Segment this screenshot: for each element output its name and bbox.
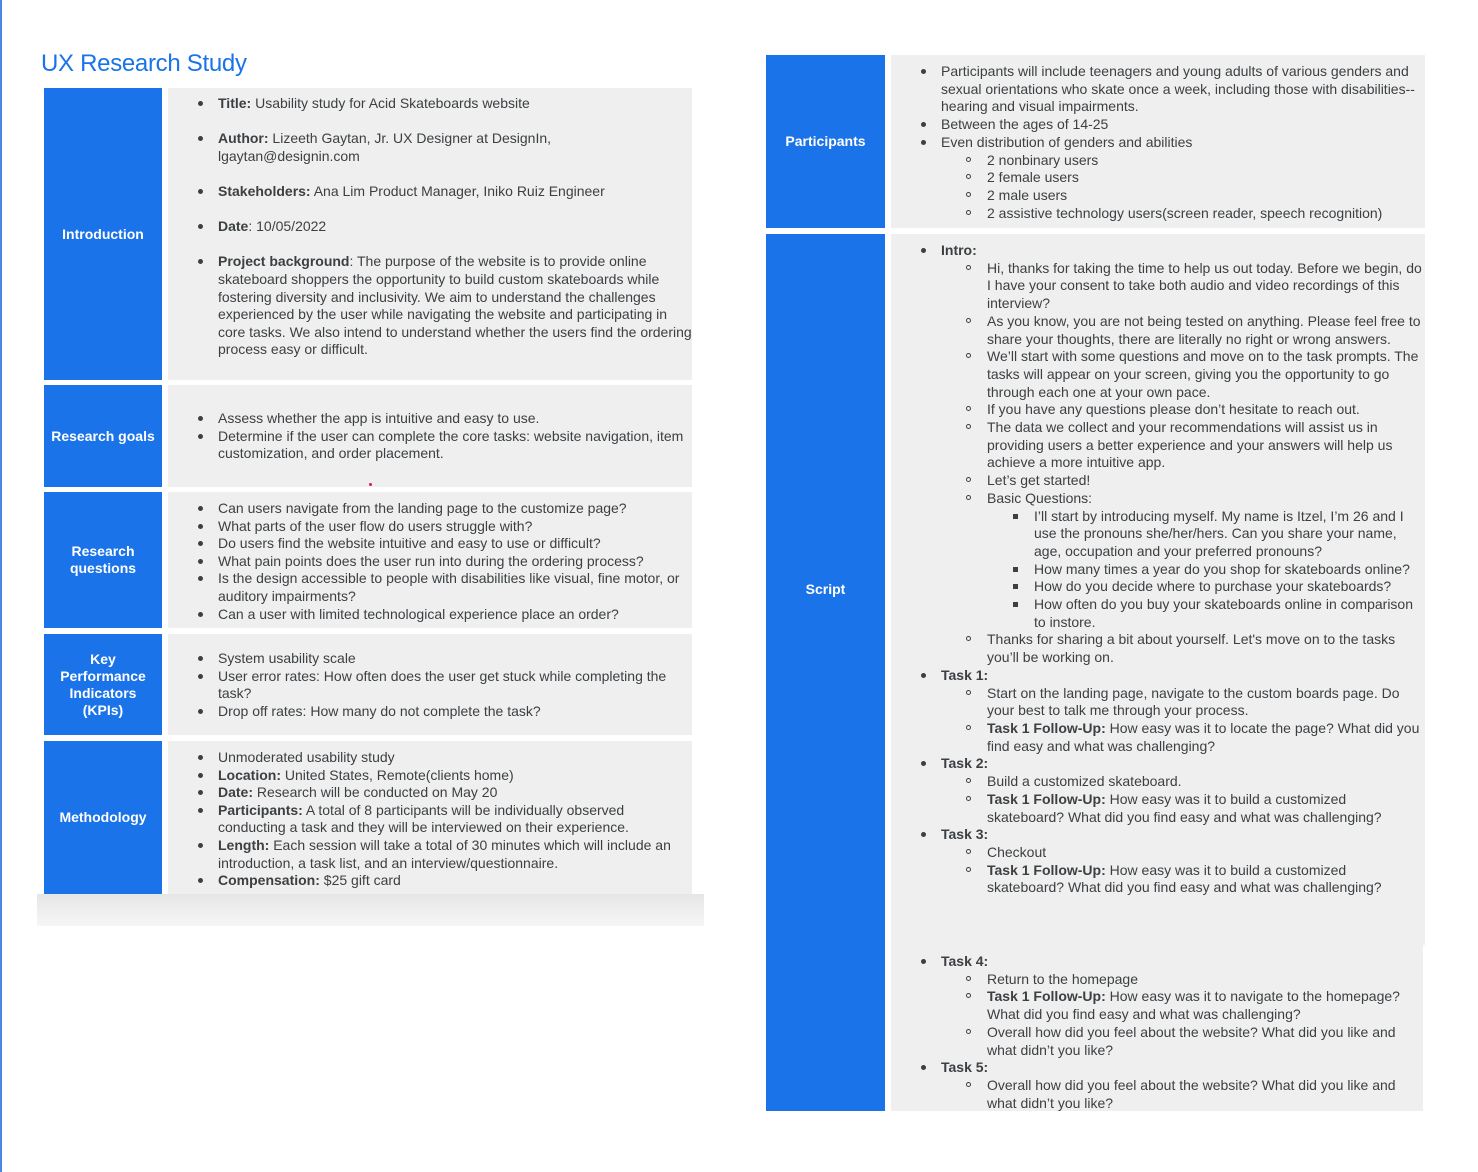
row-label-continued (766, 945, 885, 1111)
list-item: Let’s get started! (941, 472, 1425, 490)
list-item: Task 2: Build a customized skateboard. Task 1 Follow-Up: How easy was it to build a customized skateboard? What did you find easy and what was challenging? (891, 755, 1425, 826)
list-item: Assess whether the app is intuitive and easy to use. (168, 410, 692, 428)
list-item: Task 1: Start on the landing page, navigate to the custom boards page. Do your best to talk me through your process. Task 1 Follow-Up: How easy was it to locate the page? What did you find easy and what was challenging? (891, 667, 1425, 756)
list-item: Unmoderated usability study (168, 749, 692, 767)
list-item: Task 4: Return to the homepage Task 1 Follow-Up: How easy was it to navigate to the homepage? What did you find easy and what was challenging? Overall how did you feel about the website? What did you like and what didn’t you like? (891, 953, 1423, 1059)
row-label: Key Performance Indicators (KPIs) (44, 634, 162, 735)
list-item: Between the ages of 14-25 (891, 116, 1425, 134)
row-label: Script (766, 234, 885, 945)
list-item: Intro: Hi, thanks for taking the time to help us out today. Before we begin, do I have your consent to take both audio and video recordings of this interview? As you know, you are not being tested on anything. Please feel free to share your thoughts, there are literally no right or wrong answers. We’ll start with some questions and move on to the task prompts. The tasks will appear on your screen, giving you the opportunity to go through each one at your own pace. If you have any questions please don’t hesitate to reach out. The data we collect and your recommendations will assist us in providing users a better experience and your answers will help us achieve a more intuitive app. Let’s get started! Basic Questions: I’ll start by introducing myself. My name is Itzel, I’m 26 and I use the pronouns she/her/hers. Can you share your name, age, occupation and your preferred pronouns? How many times a year do you shop for skateboards online? How do you decide where to purchase your skateboards? How often do you buy your skateboards online in comparison to instore. Thanks for sharing a bit about yourself. Let's move on to the tasks you’ll be working on. (891, 242, 1425, 667)
list-item: Task 1 Follow-Up: How easy was it to build a customized skateboard? What did you find easy and what was challenging? (941, 862, 1425, 897)
row-methodology (44, 741, 692, 894)
row-script (766, 234, 1425, 1111)
list-item: 2 male users (941, 187, 1425, 205)
row-content (168, 88, 692, 380)
row-participants (766, 55, 1425, 228)
list-item: Location: United States, Remote(clients home) (168, 767, 692, 785)
list-item: I’ll start by introducing myself. My name is Itzel, I’m 26 and I use the pronouns she/her/hers. Can you share your name, age, occupation and your preferred pronouns? (987, 508, 1425, 561)
task-sublist (941, 1077, 1423, 1112)
list-item: Return to the homepage (941, 971, 1423, 989)
participants-sublist (941, 152, 1425, 223)
list-item: Task 1 Follow-Up: How easy was it to locate the page? What did you find easy and what was challenging? (941, 720, 1425, 755)
list-item: Participants: A total of 8 participants will be individually observed conducting a task and they will be interviewed on their experience. (168, 802, 692, 837)
list-item: Task 1 Follow-Up: How easy was it to navigate to the homepage? What did you find easy and what was challenging? (941, 988, 1423, 1023)
list-item: Even distribution of genders and abilities 2 nonbinary users 2 female users 2 male users 2 assistive technology users(screen reader, speech recognition) (891, 134, 1425, 223)
task-sublist (941, 844, 1425, 897)
list-item: Stakeholders: Ana Lim Product Manager, Iniko Ruiz Engineer (168, 183, 692, 201)
list-item: Task 1 Follow-Up: How easy was it to build a customized skateboard? What did you find easy and what was challenging? (941, 791, 1425, 826)
row-introduction (44, 88, 692, 380)
list-item: 2 nonbinary users (941, 152, 1425, 170)
row-content-continued (891, 945, 1423, 1111)
list-item: What pain points does the user run into during the ordering process? (168, 553, 692, 571)
row-content (891, 234, 1425, 945)
research-goals-list (168, 410, 692, 463)
row-content (168, 385, 692, 487)
basic-questions-list (987, 508, 1425, 632)
page-left-border (0, 0, 2, 1172)
list-item: 2 assistive technology users(screen reader, speech recognition) (941, 205, 1425, 223)
task-sublist (941, 971, 1423, 1060)
list-item: Length: Each session will take a total of 30 minutes which will include an introduction, a task list, and an interview/questionnaire. (168, 837, 692, 872)
list-item: How often do you buy your skateboards online in comparison to instore. (987, 596, 1425, 631)
list-item: As you know, you are not being tested on anything. Please feel free to share your thoughts, there are literally no right or wrong answers. (941, 313, 1425, 348)
methodology-list (168, 749, 692, 890)
row-research-goals (44, 385, 692, 487)
list-item: Participants will include teenagers and young adults of various genders and sexual orientations who skate once a week, including those with disabilities--hearing and visual impairments. (891, 63, 1425, 116)
list-item: What parts of the user flow do users struggle with? (168, 518, 692, 536)
cursor-marker (369, 483, 372, 486)
table-shadow (37, 894, 704, 926)
row-content (168, 634, 692, 735)
list-item: We’ll start with some questions and move on to the task prompts. The tasks will appear on your screen, giving you the opportunity to go through each one at your own pace. (941, 348, 1425, 401)
list-item: Compensation: $25 gift card (168, 872, 692, 890)
list-item: Do users find the website intuitive and easy to use or difficult? (168, 535, 692, 553)
row-label: Research goals (44, 385, 162, 487)
row-label: Research questions (44, 492, 162, 628)
list-item: Can a user with limited technological experience place an order? (168, 606, 692, 624)
list-item: Is the design accessible to people with disabilities like visual, fine motor, or auditory impairments? (168, 570, 692, 605)
list-item: Overall how did you feel about the website? What did you like and what didn’t you like? (941, 1024, 1423, 1059)
participants-list (891, 63, 1425, 222)
script-list-continued (891, 953, 1423, 1112)
list-item: Author: Lizeeth Gaytan, Jr. UX Designer at DesignIn, lgaytan@designin.com (168, 130, 692, 165)
list-item: How many times a year do you shop for skateboards online? (987, 561, 1425, 579)
kpi-list (168, 650, 692, 720)
list-item: Can users navigate from the landing page to the customize page? (168, 500, 692, 518)
list-item: Project background: The purpose of the website is to provide online skateboard shoppers the opportunity to build custom skateboards while fostering diversity and inclusivity. We aim to understand the challenges experienced by the user while navigating the website and participating in core tasks. We also intend to understand whether the users find the ordering process easy or difficult. (168, 253, 692, 359)
document-title: UX Research Study (41, 50, 247, 77)
list-item: 2 female users (941, 169, 1425, 187)
task-sublist (941, 685, 1425, 756)
row-content (891, 55, 1425, 228)
script-list (891, 242, 1425, 897)
task-sublist (941, 773, 1425, 826)
list-item: Overall how did you feel about the website? What did you like and what didn’t you like? (941, 1077, 1423, 1112)
list-item: Build a customized skateboard. (941, 773, 1425, 791)
list-item: Task 3: Checkout Task 1 Follow-Up: How easy was it to build a customized skateboard? What did you find easy and what was challenging? (891, 826, 1425, 897)
row-label: Methodology (44, 741, 162, 894)
list-item: Start on the landing page, navigate to the custom boards page. Do your best to talk me through your process. (941, 685, 1425, 720)
participants-script-table (766, 55, 1425, 1111)
row-research-questions (44, 492, 692, 628)
list-item: Hi, thanks for taking the time to help us out today. Before we begin, do I have your consent to take both audio and video recordings of this interview? (941, 260, 1425, 313)
list-item: Checkout (941, 844, 1425, 862)
list-item: Date: 10/05/2022 (168, 218, 692, 236)
list-item: Basic Questions: I’ll start by introducing myself. My name is Itzel, I’m 26 and I use the pronouns she/her/hers. Can you share your name, age, occupation and your preferred pronouns? How many times a year do you shop for skateboards online? How do you decide where to purchase your skateboards? How often do you buy your skateboards online in comparison to instore. (941, 490, 1425, 632)
list-item: If you have any questions please don’t hesitate to reach out. (941, 401, 1425, 419)
list-item: Thanks for sharing a bit about yourself. Let's move on to the tasks you’ll be working on. (941, 631, 1425, 666)
row-label: Participants (766, 55, 885, 228)
list-item: Date: Research will be conducted on May 20 (168, 784, 692, 802)
introduction-list (168, 95, 692, 359)
list-item: Title: Usability study for Acid Skateboards website (168, 95, 692, 113)
row-content (168, 741, 692, 894)
research-questions-list (168, 500, 692, 623)
list-item: System usability scale (168, 650, 692, 668)
list-item: Task 5: Overall how did you feel about the website? What did you like and what didn’t you like? (891, 1059, 1423, 1112)
row-kpis (44, 634, 692, 735)
row-label: Introduction (44, 88, 162, 380)
row-content (168, 492, 692, 628)
list-item: The data we collect and your recommendations will assist us in providing users a better experience and your answers will help us achieve a more intuitive app. (941, 419, 1425, 472)
study-overview-table (44, 88, 692, 894)
list-item: Drop off rates: How many do not complete the task? (168, 703, 692, 721)
list-item: How do you decide where to purchase your skateboards? (987, 578, 1425, 596)
list-item: Determine if the user can complete the core tasks: website navigation, item customization, and order placement. (168, 428, 692, 463)
intro-sublist (941, 260, 1425, 667)
list-item: User error rates: How often does the user get stuck while completing the task? (168, 668, 692, 703)
